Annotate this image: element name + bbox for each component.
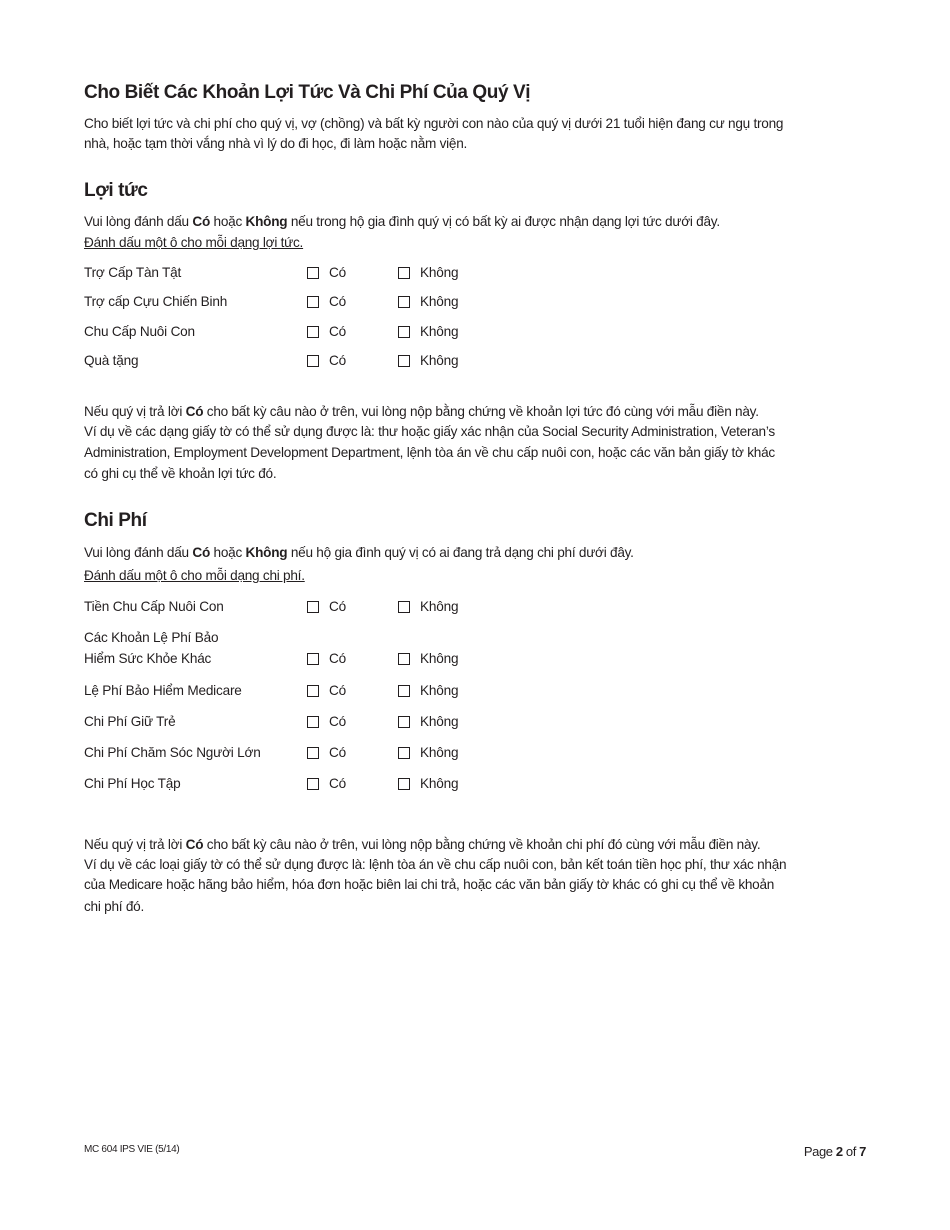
page-title: Cho Biết Các Khoản Lợi Tức Và Chi Phí Của Quý Vị: [84, 82, 531, 103]
current-page: 2: [835, 1144, 843, 1159]
income-instructions-2: Đánh dấu một ô cho mỗi dạng lợi tức.: [84, 235, 304, 250]
option-label-yes: Có: [329, 324, 346, 339]
checkbox-no[interactable]: [398, 326, 410, 338]
row-label-line: Trợ Cấp Tàn Tật: [84, 265, 182, 280]
option-label-no: Không: [420, 651, 459, 666]
checkbox-no[interactable]: [398, 601, 410, 613]
row-label: [84, 627, 218, 669]
row-label: [84, 596, 224, 617]
form-id: MC 604 IPS VIE (5/14): [84, 1144, 180, 1155]
option-label-no: Không: [420, 683, 459, 698]
option-no[interactable]: [398, 321, 458, 342]
option-yes[interactable]: [307, 742, 346, 763]
bold-yes: Có: [192, 545, 210, 560]
option-label-no: Không: [420, 324, 459, 339]
option-no[interactable]: [398, 648, 458, 669]
checkbox-no[interactable]: [398, 296, 410, 308]
checkbox-yes[interactable]: [307, 267, 319, 279]
checkbox-no[interactable]: [398, 653, 410, 665]
income-heading: Lợi tức: [84, 180, 148, 201]
option-yes[interactable]: [307, 291, 346, 312]
option-label-yes: Có: [329, 714, 346, 729]
option-label-no: Không: [420, 353, 459, 368]
bold-yes: Có: [185, 837, 204, 852]
expenses-instructions: [84, 543, 634, 563]
text: nếu trong hộ gia đình quý vị có bất kỳ ai được nhận dạng lợi tức dưới đây.: [287, 214, 720, 229]
row-label: [84, 711, 175, 732]
text: Vui lòng đánh dấu: [84, 545, 193, 560]
option-no[interactable]: [398, 291, 458, 312]
expenses-note-line-3: của Medicare hoặc hãng bảo hiểm, hóa đơn hoặc biên lai chi trả, hoặc các văn bản giấy tờ khác có ghi cụ thể về khoản: [84, 877, 775, 892]
option-label-yes: Có: [329, 294, 346, 309]
text: Nếu quý vị trả lời: [84, 404, 186, 419]
option-no[interactable]: [398, 350, 458, 371]
option-label-no: Không: [420, 714, 459, 729]
checkbox-no[interactable]: [398, 267, 410, 279]
checkbox-yes[interactable]: [307, 601, 319, 613]
option-no[interactable]: [398, 262, 458, 283]
option-no[interactable]: [398, 742, 458, 763]
page-number: [804, 1144, 866, 1159]
text: Vui lòng đánh dấu: [84, 214, 193, 229]
option-no[interactable]: [398, 680, 458, 701]
intro-line-2: nhà, hoặc tạm thời vắng nhà vì lý do đi học, đi làm hoặc nằm viện.: [84, 136, 468, 151]
option-label-yes: Có: [329, 683, 346, 698]
income-note-line-3: Administration, Employment Development Department, lệnh tòa án về chu cấp nuôi con, hoặc các văn bản giấy tờ khác: [84, 445, 775, 460]
option-yes[interactable]: [307, 596, 346, 617]
checkbox-yes[interactable]: [307, 778, 319, 790]
income-note-line-4: có ghi cụ thể về khoản lợi tức đó.: [84, 466, 277, 481]
bold-yes: Có: [185, 404, 204, 419]
checkbox-no[interactable]: [398, 716, 410, 728]
option-label-yes: Có: [329, 265, 346, 280]
expenses-instructions-2: Đánh dấu một ô cho mỗi dạng chi phí.: [84, 568, 305, 583]
row-label: [84, 742, 261, 763]
row-label-line: Hiểm Sức Khỏe Khác: [84, 651, 212, 666]
text: Nếu quý vị trả lời: [84, 837, 186, 852]
option-yes[interactable]: [307, 262, 346, 283]
checkbox-yes[interactable]: [307, 747, 319, 759]
bold-yes: Có: [192, 214, 210, 229]
option-label-no: Không: [420, 294, 459, 309]
income-instructions: [84, 212, 720, 232]
checkbox-yes[interactable]: [307, 685, 319, 697]
option-label-yes: Có: [329, 599, 346, 614]
option-no[interactable]: [398, 773, 458, 794]
expenses-note-line-1: [84, 835, 760, 855]
option-label-no: Không: [420, 776, 459, 791]
row-label: [84, 680, 242, 701]
text: Page: [803, 1144, 833, 1159]
checkbox-yes[interactable]: [307, 296, 319, 308]
checkbox-no[interactable]: [398, 355, 410, 367]
row-label: [84, 291, 227, 312]
option-yes[interactable]: [307, 680, 346, 701]
option-label-yes: Có: [329, 651, 346, 666]
row-label: [84, 773, 180, 794]
expenses-note-line-4: chi phí đó.: [84, 899, 144, 914]
row-label-line: Chi Phí Học Tập: [84, 776, 181, 791]
option-label-no: Không: [420, 599, 459, 614]
row-label: [84, 350, 138, 371]
option-yes[interactable]: [307, 321, 346, 342]
option-label-yes: Có: [329, 776, 346, 791]
income-note-line-1: [84, 402, 759, 422]
row-label-line: Chi Phí Giữ Trẻ: [84, 714, 176, 729]
option-label-yes: Có: [329, 353, 346, 368]
text: of: [845, 1144, 856, 1159]
checkbox-no[interactable]: [398, 685, 410, 697]
intro-line-1: Cho biết lợi tức và chi phí cho quý vị, vợ (chồng) và bất kỳ người con nào của quý vị dưới 21 tuổi hiện đang cư ngụ trong: [84, 116, 784, 131]
option-no[interactable]: [398, 596, 458, 617]
text: hoặc: [210, 214, 246, 229]
row-label-line: Chu Cấp Nuôi Con: [84, 324, 195, 339]
option-yes[interactable]: [307, 773, 346, 794]
checkbox-yes[interactable]: [307, 326, 319, 338]
row-label-line: Quà tặng: [84, 353, 139, 368]
row-label: [84, 321, 195, 342]
row-label-line: Trợ cấp Cựu Chiến Binh: [84, 294, 228, 309]
row-label: [84, 262, 181, 283]
row-label-line: Các Khoản Lệ Phí Bảo: [84, 630, 219, 645]
row-label-line: Chi Phí Chăm Sóc Người Lớn: [84, 745, 261, 760]
text: cho bất kỳ câu nào ở trên, vui lòng nộp bằng chứng về khoản lợi tức đó cùng với mẫu điền này.: [203, 404, 759, 419]
checkbox-yes[interactable]: [307, 653, 319, 665]
row-label-line: Tiền Chu Cấp Nuôi Con: [84, 599, 224, 614]
option-label-no: Không: [420, 745, 459, 760]
checkbox-yes[interactable]: [307, 716, 319, 728]
text: nếu hộ gia đình quý vị có ai đang trả dạng chi phí dưới đây.: [287, 545, 634, 560]
option-no[interactable]: [398, 711, 458, 732]
text: cho bất kỳ câu nào ở trên, vui lòng nộp bằng chứng về khoản chi phí đó cùng với mẫu điền này.: [203, 837, 761, 852]
expenses-note-line-2: Ví dụ về các loại giấy tờ có thể sử dụng được là: lệnh tòa án về chu cấp nuôi con, bản kết toán tiền học phí, thư xác nhận: [84, 857, 787, 872]
checkbox-no[interactable]: [398, 778, 410, 790]
bold-no: Không: [245, 214, 288, 229]
option-yes[interactable]: [307, 648, 346, 669]
option-label-no: Không: [420, 265, 459, 280]
text: hoặc: [210, 545, 246, 560]
checkbox-yes[interactable]: [307, 355, 319, 367]
bold-no: Không: [245, 545, 288, 560]
expenses-heading: Chi Phí: [84, 510, 147, 531]
option-label-yes: Có: [329, 745, 346, 760]
row-label-line: Lệ Phí Bảo Hiểm Medicare: [84, 683, 242, 698]
income-note-line-2: Ví dụ về các dạng giấy tờ có thể sử dụng được là: thư hoặc giấy xác nhận của Social Security Administration, Veteran’s: [84, 424, 775, 439]
option-yes[interactable]: [307, 350, 346, 371]
option-yes[interactable]: [307, 711, 346, 732]
checkbox-no[interactable]: [398, 747, 410, 759]
total-pages: 7: [859, 1144, 866, 1159]
